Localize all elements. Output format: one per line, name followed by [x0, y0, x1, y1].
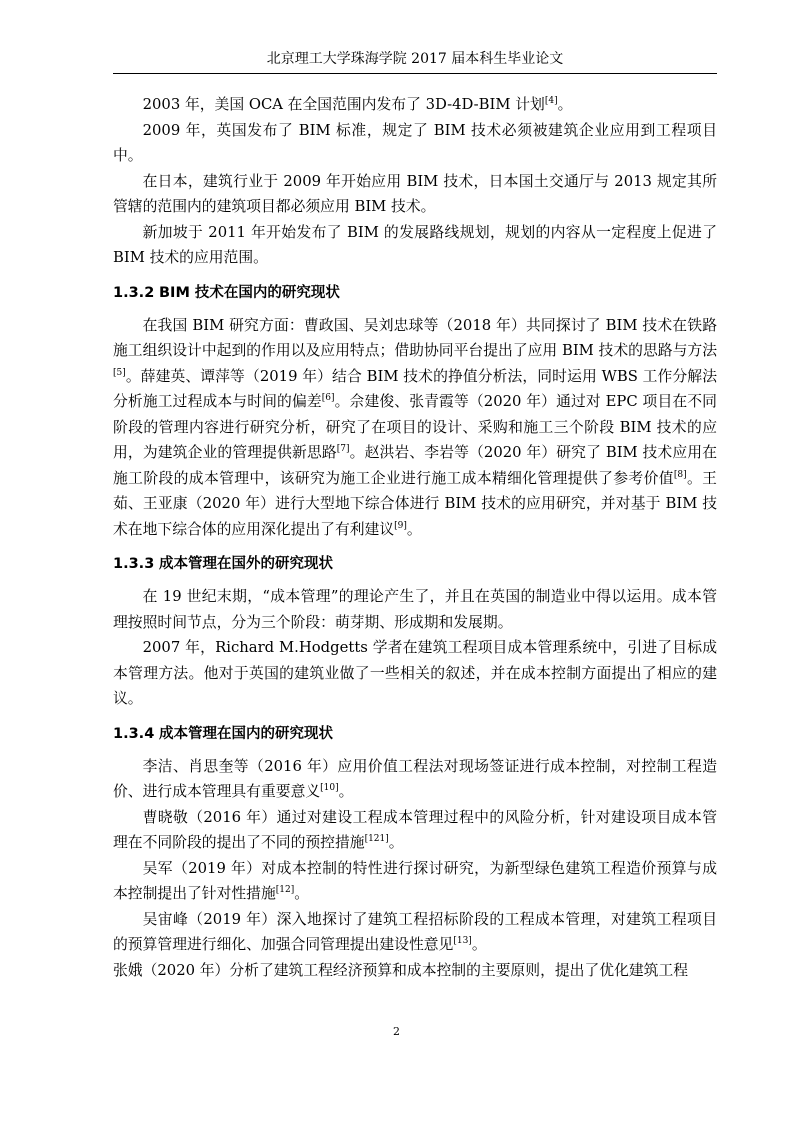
page-number: 2: [393, 1025, 400, 1038]
citation-ref[interactable]: [13]: [453, 936, 472, 946]
section-number: 1.3.4: [113, 725, 155, 742]
paragraph-wu-jun: 吴军（2019 年）对成本控制的特性进行探讨研究，为新型绿色建筑工程造价预算与成本控制提出了针对性措施[12]。: [113, 859, 717, 902]
running-header: 北京理工大学珠海学院 2017 届本科生毕业论文: [266, 51, 564, 67]
paragraph-japan: 在日本，建筑行业于 2009 年开始应用 BIM 技术，日本国土交通厅与 2013 规定其所管辖的范围内的建筑项目都必须应用 BIM 技术。: [113, 172, 717, 215]
citation-ref[interactable]: [9]: [394, 520, 407, 531]
paragraph-hodgetts: 2007 年，Richard M.Hodgetts 学者在建筑工程项目成本管理系统中，引进了目标成本管理方法。他对于英国的建筑业做了一些相关的叙述，并在成本控制方面提出了相应的建议。: [113, 639, 717, 707]
section-heading-1-3-4: [113, 723, 717, 745]
header-rule: [113, 73, 717, 74]
section-title: 成本管理在国外的研究现状: [159, 556, 333, 572]
paragraph-cost-history: 在 19 世纪末期，“成本管理”的理论产生了，并且在英国的制造业中得以运用。成本管理按照时间节点，分为三个阶段：萌芽期、形成期和发展期。: [113, 588, 717, 631]
page-body: [113, 92, 717, 983]
section-number: 1.3.2: [113, 284, 155, 301]
citation-ref[interactable]: [121]: [364, 834, 389, 844]
citation-ref[interactable]: [5]: [113, 367, 126, 378]
section-title: BIM 技术在国内的研究现状: [159, 284, 340, 301]
paragraph-zhang-e: 张娥（2020 年）分析了建筑工程经济预算和成本控制的主要原则，提出了优化建筑工程: [113, 961, 689, 979]
citation-ref[interactable]: [8]: [673, 469, 687, 480]
paragraph-cao-xiaojing: 曹晓敬（2016 年）通过对建设工程成本管理过程中的风险分析，针对建设项目成本管理在不同阶段的提出了不同的预控措施[121]。: [113, 808, 717, 851]
paragraph-wu-zhoufeng: 吴宙峰（2019 年）深入地探讨了建筑工程招标阶段的工程成本管理，对建筑工程项目的预算管理进行细化、加强合同管理提出建设性意见[13]。: [113, 910, 717, 953]
paragraph-2009-uk: 2009 年，英国发布了 BIM 标准，规定了 BIM 技术必须被建筑企业应用到工程项目中。: [113, 121, 717, 164]
paragraph-bim-domestic: 在我国 BIM 研究方面：曹政国、吴刘忠球等（2018 年）共同探讨了 BIM 技术在铁路施工组织设计中起到的作用以及应用特点；借助协同平台提出了应用 BIM 技术的思路与方法[5]。薛建英、谭萍等（2019 年）结合 BIM 技术的挣值分析法，同时运用 WBS 工作分解法分析施工过程成本与时间的偏差[6]。佘建俊、张青霞等（2020 年）通过对 EPC 项目在不同阶段的管理内容进行研究分析，研究了在项目的设计、采购和施工三个阶段 BIM 技术的应用，为建筑企业的管理提供新思路[7]。赵洪岩、李岩等（2020 年）研究了 BIM 技术应用在施工阶段的成本管理中，该研究为施工企业进行施工成本精细化管理提供了参考价值[8]。王茹、王亚康（2020 年）进行大型地下综合体进行 BIM 技术的应用研究，并对基于 BIM 技术在地下综合体的应用深化提出了有利建议[9]。: [113, 316, 717, 538]
paragraph-li-jie: 李洁、肖思奎等（2016 年）应用价值工程法对现场签证进行成本控制，对控制工程造价、进行成本管理具有重要意义[10]。: [113, 757, 717, 800]
citation-ref[interactable]: [7]: [336, 444, 350, 454]
paragraph-singapore: 新加坡于 2011 年开始发布了 BIM 的发展路线规划，规划的内容从一定程度上促进了 BIM 技术的应用范围。: [113, 223, 717, 266]
section-heading-1-3-2: [113, 282, 717, 304]
section-heading-1-3-3: [113, 553, 717, 575]
citation-ref[interactable]: [4]: [544, 96, 558, 106]
citation-ref[interactable]: [12]: [275, 885, 295, 895]
citation-ref[interactable]: [6]: [321, 393, 335, 403]
section-number: 1.3.3: [113, 556, 155, 572]
paragraph-2003-oca: 2003 年，美国 OCA 在全国范围内发布了 3D-4D-BIM 计划[4]。: [142, 96, 573, 113]
citation-ref[interactable]: [10]: [320, 783, 339, 793]
section-title: 成本管理在国内的研究现状: [159, 725, 333, 742]
